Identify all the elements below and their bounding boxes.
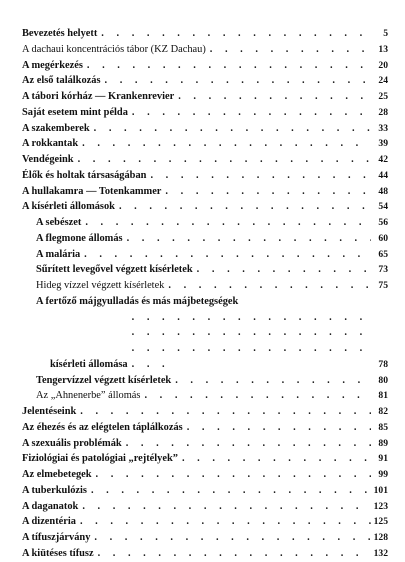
toc-entry-page-number: 60 <box>378 232 388 244</box>
toc-entry-title: Saját esetem mint példa <box>22 106 128 118</box>
toc-entry-title: A hullakamra — Totenkammer <box>22 185 162 197</box>
toc-entry <box>22 546 388 562</box>
dot-leader <box>132 310 371 373</box>
toc-entry-title: A fertőző májgyulladás és más májbetegségek <box>36 295 239 307</box>
toc-entry-title: A flegmone állomás <box>36 232 123 244</box>
dot-leader <box>98 546 371 562</box>
toc-entry-title: Az elmebetegek <box>22 469 92 480</box>
dot-leader <box>91 483 371 499</box>
toc-entry <box>22 152 388 168</box>
toc-entry <box>22 89 388 105</box>
toc-entry-page-number: 81 <box>378 390 388 402</box>
toc-entry-title: A dizentéria <box>22 516 76 528</box>
toc-entry <box>22 388 388 404</box>
dot-leader <box>84 247 371 263</box>
dot-leader <box>80 514 371 530</box>
toc-entry-page-number: 82 <box>378 406 388 417</box>
dot-leader <box>80 404 371 420</box>
toc-entry-title: A tábori kórház — Krankenrevier <box>22 91 175 102</box>
toc-entry-page-number: 75 <box>378 280 388 291</box>
toc-entry-page-number: 24 <box>378 75 388 87</box>
toc-entry-title: A rokkantak <box>22 138 79 150</box>
toc-entry <box>22 483 388 499</box>
toc-entry-page-number: 85 <box>378 421 388 433</box>
toc-entry-page-number: 123 <box>373 500 388 512</box>
dot-leader <box>197 262 371 278</box>
toc-entry <box>22 26 388 42</box>
dot-leader <box>96 467 371 483</box>
dot-leader <box>168 278 371 294</box>
toc-entry-title: Sűrített levegővel végzett kísérletek <box>36 264 193 276</box>
toc-entry-title: Vendégeink <box>22 154 74 165</box>
toc-entry-title: Hideg vízzel végzett kísérletek <box>36 280 165 291</box>
toc-entry-page-number: 54 <box>378 201 388 213</box>
toc-entry <box>22 121 388 137</box>
toc-entry-title: A szexuális problémák <box>22 437 122 449</box>
toc-entry-title: A dachaui koncentrációs tábor (KZ Dachau) <box>22 43 206 55</box>
dot-leader <box>82 136 371 152</box>
toc-entry-page-number: 65 <box>378 248 388 260</box>
toc-entry-title: Bevezetés helyett <box>22 28 98 39</box>
dot-leader <box>126 436 371 452</box>
dot-leader <box>165 184 371 200</box>
dot-leader <box>82 499 370 515</box>
dot-leader <box>150 168 371 184</box>
toc-entry-page-number: 44 <box>378 169 388 181</box>
toc-entry-page-number: 128 <box>373 532 388 543</box>
toc-entry <box>22 451 388 467</box>
toc-entry-page-number: 91 <box>378 453 388 465</box>
toc-entry-page-number: 33 <box>378 122 388 134</box>
toc-entry <box>22 420 388 436</box>
dot-leader <box>85 215 371 231</box>
dot-leader <box>78 152 371 168</box>
table-of-contents <box>22 26 388 562</box>
toc-entry-title: A sebészet <box>36 217 82 228</box>
toc-entry <box>22 436 388 452</box>
dot-leader <box>210 42 371 58</box>
toc-entry-page-number: 39 <box>378 138 388 150</box>
toc-entry <box>22 58 388 74</box>
toc-entry <box>22 168 388 184</box>
toc-entry <box>22 215 388 231</box>
toc-entry-title: A szakemberek <box>22 122 90 134</box>
toc-entry-title: Tengervízzel végzett kísérletek <box>36 374 172 386</box>
toc-entry-title: A megérkezés <box>22 59 83 71</box>
toc-entry-page-number: 89 <box>378 437 388 449</box>
dot-leader <box>144 388 371 404</box>
toc-entry <box>22 530 388 546</box>
dot-leader <box>87 58 371 74</box>
toc-entry-title: A tuberkulózis <box>22 484 87 496</box>
toc-entry-title: A daganatok <box>22 500 79 512</box>
toc-entry-title: Fiziológiai és patológiai „rejtélyek” <box>22 453 178 465</box>
dot-leader <box>187 420 371 436</box>
toc-entry-title: Az első találkozás <box>22 75 101 87</box>
toc-entry <box>22 247 388 263</box>
toc-entry <box>22 73 388 89</box>
dot-leader <box>94 121 371 137</box>
toc-entry-title: A kiütéses tífusz <box>22 547 94 559</box>
toc-entry-page-number: 25 <box>378 91 388 102</box>
toc-entry-page-number: 125 <box>373 516 388 528</box>
toc-entry-page-number: 28 <box>378 106 388 118</box>
toc-entry <box>22 199 388 215</box>
toc-entry-title: Az éhezés és az elégtelen táplálkozás <box>22 421 183 433</box>
toc-entry <box>22 231 388 247</box>
dot-leader <box>182 451 371 467</box>
toc-entry <box>22 467 388 483</box>
dot-leader <box>101 26 371 42</box>
toc-entry <box>22 184 388 200</box>
toc-entry-page-number: 20 <box>378 59 388 71</box>
toc-entry-title: Élők és holtak társaságában <box>22 169 147 181</box>
toc-entry-page-number: 73 <box>378 264 388 276</box>
toc-entry <box>22 373 388 389</box>
toc-entry <box>22 294 388 373</box>
toc-entry-title: A tífuszjárvány <box>22 532 91 543</box>
toc-entry-page-number: 80 <box>378 374 388 386</box>
toc-entry-title: A malária <box>36 248 81 260</box>
toc-entry-page-number: 78 <box>378 358 388 370</box>
toc-entry <box>22 42 388 58</box>
dot-leader <box>94 530 370 546</box>
dot-leader <box>178 89 371 105</box>
toc-entry <box>22 136 388 152</box>
toc-entry-title-continued: kísérleti állomása <box>50 358 128 370</box>
dot-leader <box>119 199 371 215</box>
dot-leader <box>127 231 371 247</box>
toc-entry-title: A kísérleti állomások <box>22 201 115 213</box>
toc-entry <box>22 105 388 121</box>
toc-entry-title: Jelentéseink <box>22 406 77 417</box>
toc-entry <box>22 514 388 530</box>
toc-entry-page-number: 48 <box>378 185 388 197</box>
toc-entry <box>22 499 388 515</box>
toc-entry <box>22 404 388 420</box>
toc-entry-page-number: 56 <box>378 217 388 228</box>
toc-entry <box>22 262 388 278</box>
toc-entry-page-number: 99 <box>378 469 388 480</box>
toc-entry-page-number: 13 <box>378 43 388 55</box>
toc-entry-title: Az „Ahnenerbe” állomás <box>36 390 141 402</box>
dot-leader <box>105 73 372 89</box>
toc-entry-page-number: 101 <box>373 484 388 496</box>
toc-entry-page-number: 42 <box>378 154 388 165</box>
toc-entry-page-number: 132 <box>373 547 388 559</box>
toc-entry-page-number: 5 <box>383 28 388 39</box>
dot-leader <box>175 373 371 389</box>
toc-entry <box>22 278 388 294</box>
dot-leader <box>132 105 371 121</box>
